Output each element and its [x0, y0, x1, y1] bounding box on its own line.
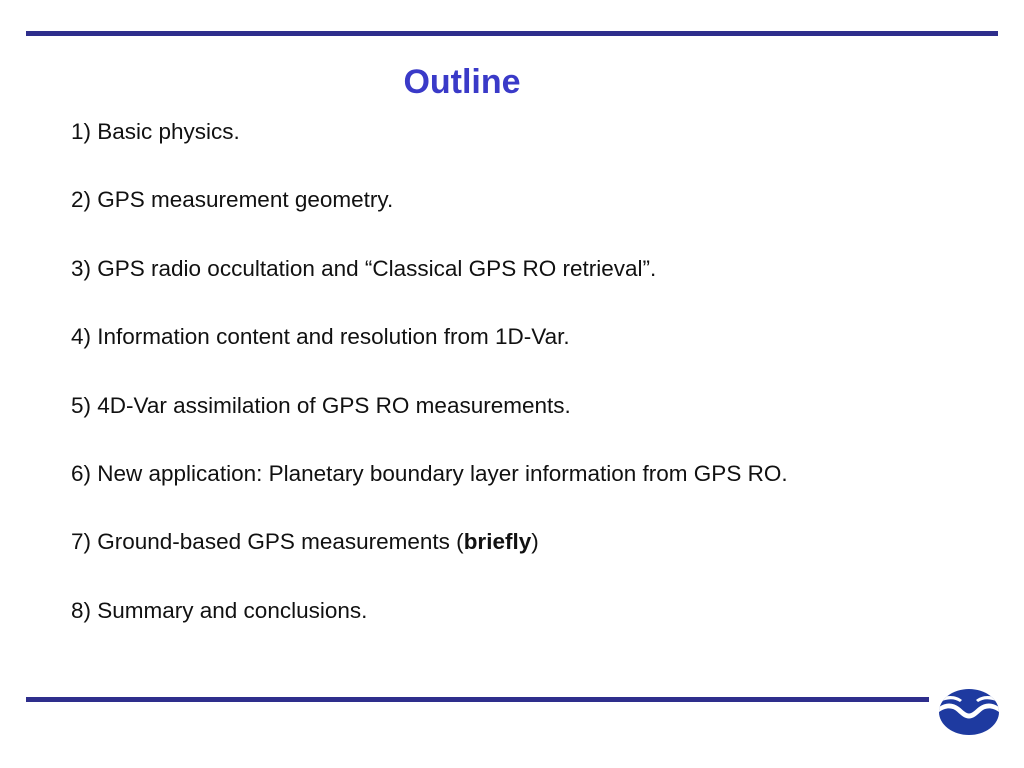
outline-item-1: 1) Basic physics.: [71, 119, 240, 144]
bottom-rule: [26, 697, 929, 702]
ecmwf-logo-icon: [938, 688, 1000, 736]
outline-item-7-emphasis: briefly: [463, 529, 532, 555]
outline-item-6: 6) New application: Planetary boundary layer information from GPS RO.: [71, 460, 788, 486]
top-rule: [26, 31, 998, 36]
outline-item-7: [71, 527, 1011, 557]
outline-item-2: 2) GPS measurement geometry.: [71, 187, 394, 213]
outline-item-3: 3) GPS radio occultation and “Classical GPS RO retrieval”.: [71, 255, 657, 281]
slide-title: Outline: [403, 63, 521, 101]
outline-item-5: 5) 4D-Var assimilation of GPS RO measurements.: [71, 392, 571, 418]
outline-list: [71, 117, 1011, 664]
outline-item-8: 8) Summary and conclusions.: [71, 597, 368, 623]
outline-item-7-suffix: ): [531, 529, 539, 555]
outline-item-7-prefix: 7) Ground-based GPS measurements (: [71, 529, 464, 555]
outline-item-4: 4) Information content and resolution from 1D-Var.: [71, 324, 570, 350]
